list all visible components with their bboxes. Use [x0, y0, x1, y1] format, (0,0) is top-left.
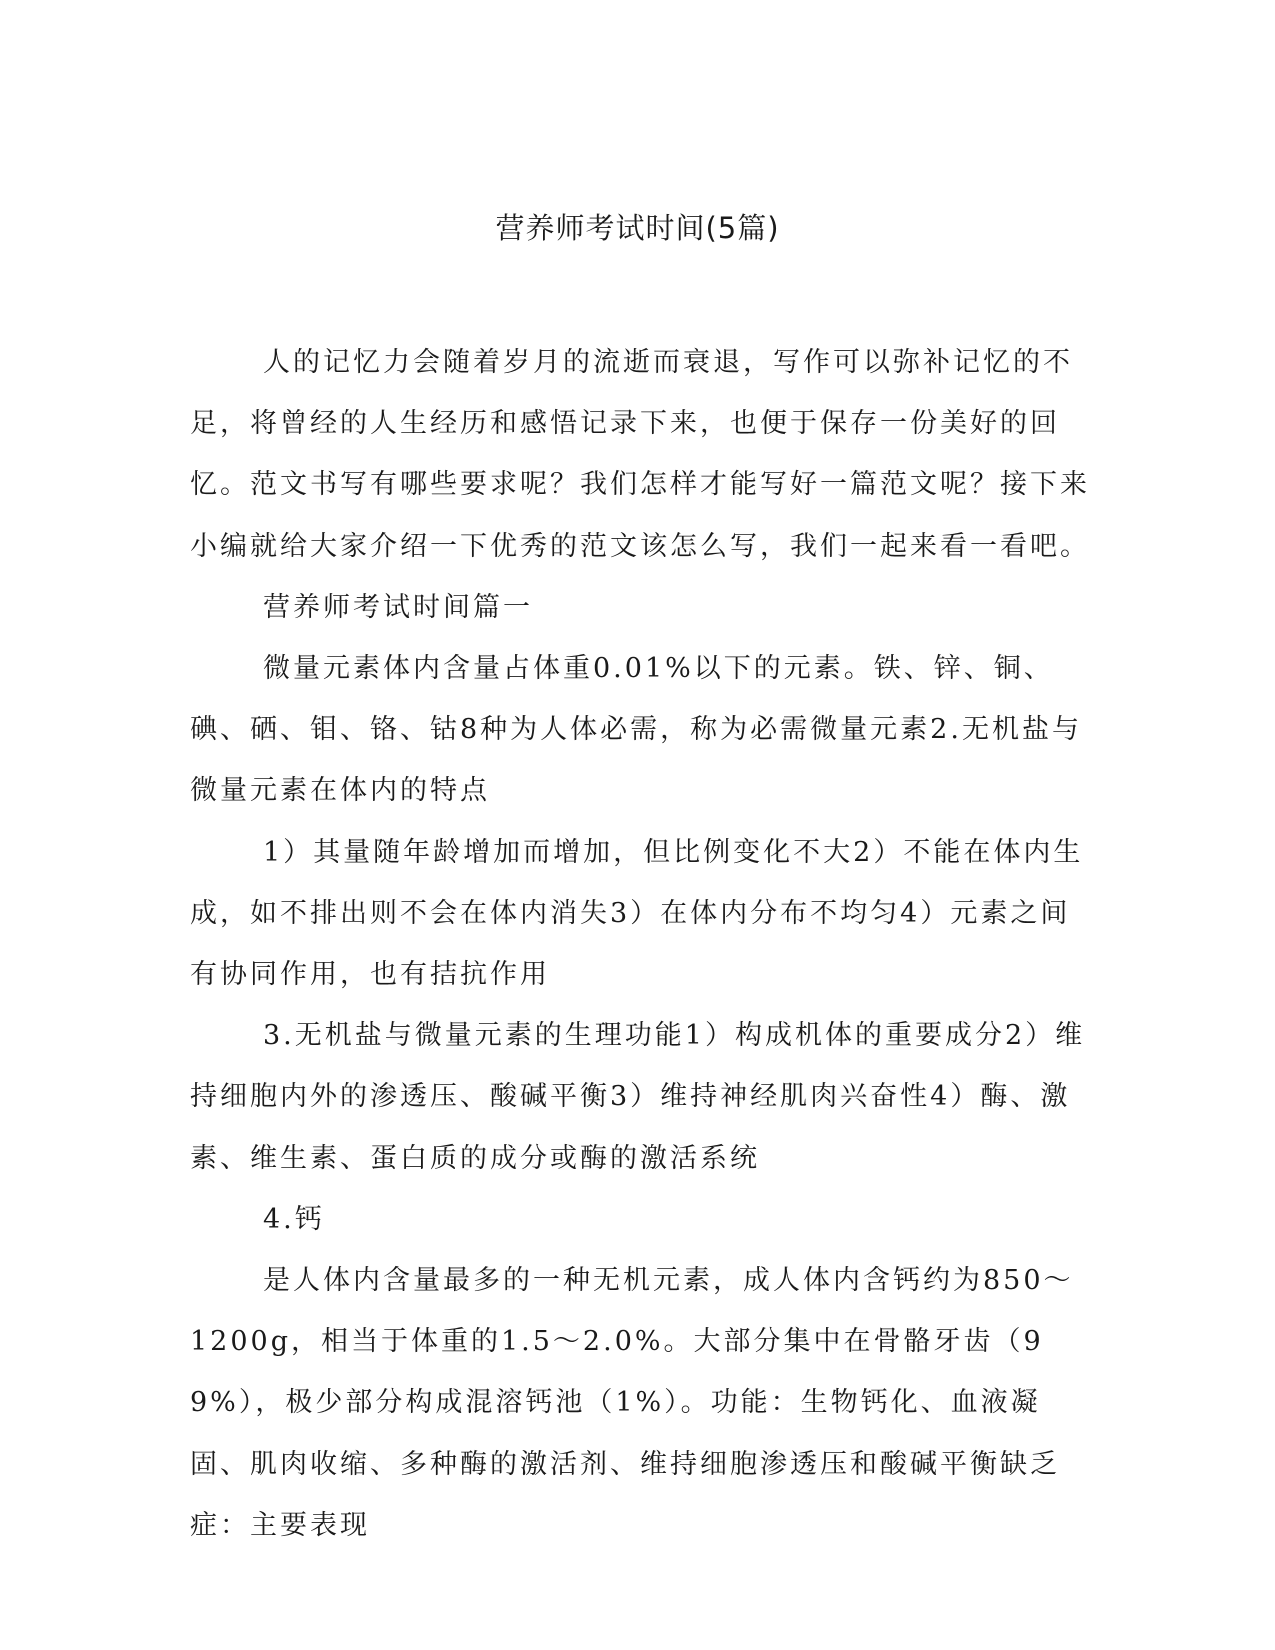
paragraph-characteristics: 1）其量随年龄增加而增加，但比例变化不大2）不能在体内生成，如不排出则不会在体内消失3）在体内分布不均匀4）元素之间有协同作用，也有拮抗作用: [190, 836, 1084, 991]
paragraph-functions: 3.无机盐与微量元素的生理功能1）构成机体的重要成分2）维持细胞内外的渗透压、酸碱平衡3）维持神经肌肉兴奋性4）酶、激素、维生素、蛋白质的成分或酶的激活系统: [190, 1020, 1086, 1174]
section-heading: 营养师考试时间篇一: [263, 591, 533, 623]
document-body: [190, 332, 1090, 1556]
paragraph-trace-elements: 微量元素体内含量占体重0.01%以下的元素。铁、锌、铜、碘、硒、钼、铬、钴8种为人体必需，称为必需微量元素2.无机盐与微量元素在体内的特点: [190, 653, 1082, 807]
paragraph-calcium-heading: 4.钙: [263, 1203, 325, 1235]
paragraph-calcium: 是人体内含量最多的一种无机元素，成人体内含钙约为850～1200g，相当于体重的1.5～2.0%。大部分集中在骨骼牙齿（99%），极少部分构成混溶钙池（1%）。功能：生物钙化、血液凝固、肌肉收缩、多种酶的激活剂、维持细胞渗透压和酸碱平衡缺乏症：主要表现: [190, 1265, 1074, 1541]
document-title: 营养师考试时间(5篇): [495, 211, 780, 245]
paragraph-intro: 人的记忆力会随着岁月的流逝而衰退，写作可以弥补记忆的不足，将曾经的人生经历和感悟记录下来，也便于保存一份美好的回忆。范文书写有哪些要求呢？我们怎样才能写好一篇范文呢？接下来小编就给大家介绍一下优秀的范文该怎么写，我们一起来看一看吧。: [190, 347, 1090, 562]
